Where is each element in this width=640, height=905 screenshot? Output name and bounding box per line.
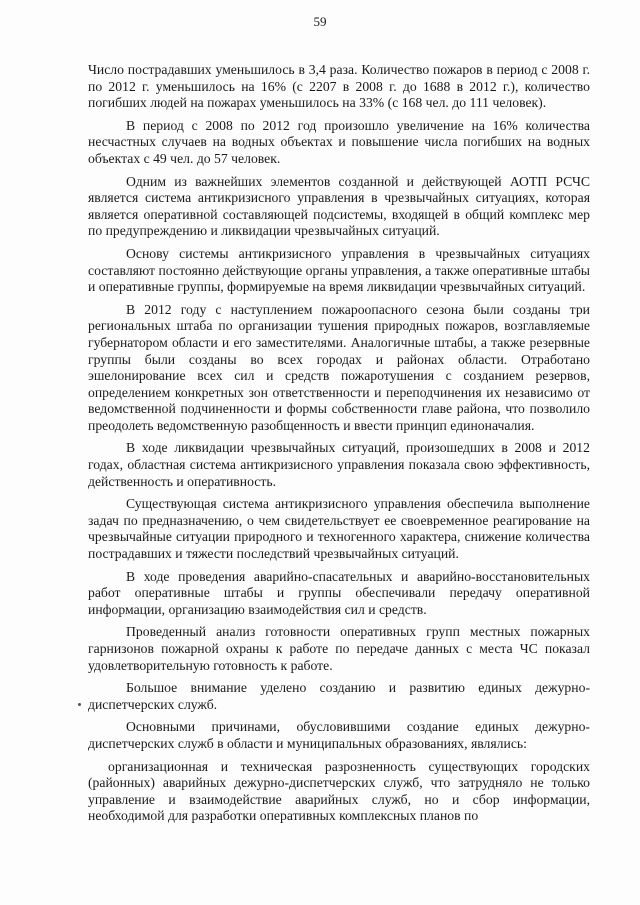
paragraph-water-accidents: В период с 2008 по 2012 год произошло увеличение на 16% количества несчастных случаев на водных объектах и повышение числа погибших на водных объектах с 49 чел. до 57 человек. xyxy=(88,117,590,166)
paragraph-system-basis: Основу системы антикризисного управления в чрезвычайных ситуациях составляют постоянно действующие органы управления, а также оперативные штабы и оперативные группы, формируемые на время ликвидации чрезвычайных ситуаций. xyxy=(88,245,590,295)
paragraph-effectiveness: В ходе ликвидации чрезвычайных ситуаций, произошедших в 2008 и 2012 годах, областная система антикризисного управления показала свою эффективность, действенность и оперативность. xyxy=(88,440,590,489)
paragraph-fire-season-2012: В 2012 году с наступлением пожароопасного сезона были созданы три региональных штаба по организации тушения природных пожаров, возглавляемые губернатором области и его заместителями. Аналогичные штабы, а также резервные группы были созданы во всех городах и районах области. Отработано эшелонирование всех сил и средств пожаротушения с созданием резервов, определением конкретных зон ответственности и переподчинения их независимо от ведомственной подчиненности и формы собственности главе района, что позволило преодолеть ведомственную разобщенность и ввести принцип единоначалия. xyxy=(88,301,590,433)
scan-speck xyxy=(78,703,81,706)
document-body xyxy=(88,62,590,825)
paragraph-organizational-fragmentation: организационная и техническая разрозненность существующих городских (районных) аварийных дежурно-диспетчерских служб, что затрудняло не только управление и взаимодействие аварийных служб, но и сбор информации, необходимой для разработки оперативных комплексных планов по xyxy=(88,758,590,824)
paragraph-casualties-fires: Число пострадавших уменьшилось в 3,4 раза. Количество пожаров в период с 2008 г. по 2012 г. уменьшилось на 16% (с 2207 в 2008 г. до 1688 в 2012 г.), количество погибших людей на пожарах уменьшилось на 33% (с 168 чел. до 111 человек). xyxy=(88,62,590,111)
paragraph-existing-system: Существующая система антикризисного управления обеспечила выполнение задач по предназначению, о чем свидетельствует ее своевременное реагирование на чрезвычайные ситуации природного и техногенного характера, снижение количества пострадавших и тяжести последствий чрезвычайных ситуаций. xyxy=(88,496,590,562)
paragraph-dispatch-services: Большое внимание уделено созданию и развитию единых дежурно-диспетчерских служб. xyxy=(88,680,590,712)
paragraph-crisis-management-system: Одним из важнейших элементов созданной и действующей АОТП РСЧС является система антикризисного управления в чрезвычайных ситуациях, которая является оперативной составляющей подсистемы, входящей в общий комплекс мер по предупреждению и ликвидации чрезвычайных ситуаций. xyxy=(88,173,590,239)
page-number: 59 xyxy=(313,14,327,29)
paragraph-main-reasons: Основными причинами, обусловившими создание единых дежурно-диспетчерских служб в области и муниципальных образованиях, являлись: xyxy=(88,719,590,751)
paragraph-rescue-works: В ходе проведения аварийно-спасательных и аварийно-восстановительных работ оперативные штабы и группы обеспечивали передачу оперативной информации, организацию взаимодействия сил и средств. xyxy=(88,568,590,617)
paragraph-readiness-analysis: Проведенный анализ готовности оперативных групп местных пожарных гарнизонов пожарной охраны к работе по передаче данных с места ЧС показал удовлетворительную готовность к работе. xyxy=(88,624,590,673)
